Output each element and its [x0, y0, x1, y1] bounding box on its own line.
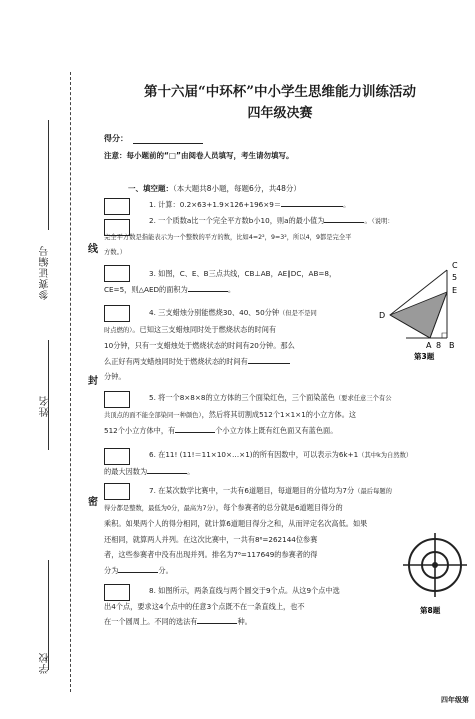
center-point: [432, 562, 438, 568]
label-base-8: 8: [436, 341, 442, 350]
q5-line1: 5. 将一个8×8×8的立方体的三个面染红色，三个面染蓝色: [149, 393, 335, 402]
q3-tail: 。: [227, 284, 236, 294]
binding-dashed-line: [70, 72, 71, 692]
q6-tail: 。: [187, 466, 195, 476]
question-1: [133, 197, 350, 213]
page-title: 第十六届“中环杯”中小学生思维能力训练活动: [143, 84, 417, 100]
q2-answer-blank: [324, 214, 364, 223]
figure-3-caption: 第3题: [414, 352, 435, 361]
q7-line4: 还相同，就算两人并列。在这次比赛中，一共有8⁶=262144位参赛: [104, 534, 318, 544]
seal-char-xian: 线: [88, 244, 98, 255]
q4-line4: 么正好有两支蜡烛同时处于燃烧状态的时间有: [104, 356, 248, 366]
id-line: [48, 120, 49, 230]
notice: 注意：每小题前的“□”由阅卷人员填写，考生请勿填写。: [104, 151, 294, 160]
q8-line2: 出4个点，要求这4个点中的任意3个点既不在一条直线上，也不: [104, 601, 305, 611]
q2-line1-tail: 。: [364, 216, 372, 225]
page-footer: 四年级第: [441, 696, 469, 704]
q7-line1: 7. 在某次数学比赛中，一共有6道题目，每道题目的分值均为7分: [149, 486, 355, 495]
q8-answer-blank: [197, 615, 237, 624]
question-5: [104, 390, 466, 439]
question-3: [104, 266, 369, 297]
label-d: D: [379, 311, 386, 320]
name-label: 姓名: [40, 395, 51, 417]
q3-answer-blank: [188, 283, 228, 292]
figure-8-diagram: [400, 530, 470, 620]
label-e: E: [452, 286, 458, 295]
label-b: B: [449, 341, 455, 350]
score-label: 得分：: [104, 134, 128, 143]
q4-line2-note: 时点燃的）: [104, 326, 133, 334]
label-a: A: [426, 341, 432, 350]
q5-line3b: 个小立方体上既有红色面又有蓝色面。: [215, 426, 338, 435]
section-header-text: 一、填空题：: [128, 184, 173, 193]
q7-line1-note: （最后每题的: [354, 488, 392, 495]
seal-char-mi: 密: [88, 497, 98, 508]
q4-line2: 。已知这三支蜡烛同时处于燃烧状态的时间有: [132, 324, 277, 334]
q1-answer-blank: [281, 198, 343, 207]
q8-line1: 8. 如图所示，两条直线与两个圆交于9个点。从这9个点中选: [149, 586, 340, 595]
question-2: [104, 213, 466, 261]
q2-note1: （说明：: [371, 218, 394, 225]
q7-tail: 分。: [158, 565, 173, 575]
q7-line3: 乘积。如果两个人的得分相同，就计算6道题目得分之和，从而评定名次高低。如果: [104, 519, 368, 528]
q1-text: 1. 计算：0.2×63+1.9×126+196×9＝: [149, 200, 282, 209]
q6-line1: 6. 在11! (11!＝11×10×…×1)的所有因数中，可以表示为6k+1: [149, 450, 359, 459]
q2-note3: 方数。）: [104, 249, 127, 256]
q5-line2-note: 共顶点的面不能全部染同一种颜色）: [104, 411, 202, 419]
q7-line6: 分为: [104, 565, 119, 575]
figure-3-diagram: [372, 258, 467, 368]
q5-answer-blank: [175, 424, 215, 433]
q3-line2: CE=5，则△AED的面积为: [104, 284, 188, 294]
question-6: [104, 447, 466, 479]
label-c: C: [452, 261, 458, 270]
q4-line5: 分钟。: [104, 372, 126, 381]
q4-line3: 10分钟，只有一支蜡烛处于燃烧状态的时间有20分钟。那么: [104, 341, 295, 350]
q2-note2: 完全平方数是指能表示为一个整数的平方的数，比如4=2²，9=3²，所以4，9都是完全平: [104, 233, 352, 241]
id-number-label: 参赛证编号: [40, 245, 51, 300]
q7-answer-blank: [118, 564, 158, 573]
q4-answer-blank: [248, 355, 290, 364]
label-side-5: 5: [452, 273, 458, 282]
score-blank: [133, 143, 203, 144]
q5-line2: ，然后将其切割成512个1×1×1的小立方体。这: [201, 409, 357, 419]
question-4: [104, 305, 369, 385]
right-angle-mark: [442, 333, 447, 338]
q1-tail: 。: [343, 200, 351, 209]
question-8: [104, 583, 394, 630]
q6-line1-note: （其中k为自然数）: [358, 452, 413, 459]
q4-line1-note: （但是不是同: [279, 310, 317, 317]
q2-line1: 2. 一个质数a比一个完全平方数b小10，则a的最小值为: [149, 216, 325, 225]
q8-line3: 在一个圆周上。不同的选法有: [104, 617, 198, 626]
q3-line1: 3. 如图，C、E、B三点共线，CB⊥AB，AE∥DC，AB=8，: [149, 269, 337, 278]
q7-line5: 者，这些参赛者中没有出现并列。排名为7⁶=117649的参赛者的得: [104, 550, 318, 559]
q5-line1-note: （要求任意三个有公: [334, 395, 392, 402]
q5-line3a: 512个小立方体中，有: [104, 426, 176, 435]
q7-line2-note: 得分都是整数，最低为0分，最高为7分）: [104, 504, 216, 512]
q6-answer-blank: [147, 465, 187, 474]
q7-line2: ，每个参赛者的总分就是6道题目得分的: [215, 502, 343, 512]
q4-line1: 4. 三支蜡烛分别能燃烧30、40、50分钟: [149, 308, 280, 317]
q8-tail: 种。: [237, 617, 252, 626]
figure-8-caption: 第8题: [420, 606, 441, 615]
section-note: （本大题共8小题，每题6分，共48分）: [173, 184, 301, 193]
section-header: [128, 183, 301, 194]
seal-char-feng: 封: [88, 376, 98, 387]
school-label: 学校: [40, 652, 51, 674]
page-subtitle: 四年级决赛: [247, 106, 313, 121]
q6-line2: 的最大因数为: [104, 466, 148, 476]
